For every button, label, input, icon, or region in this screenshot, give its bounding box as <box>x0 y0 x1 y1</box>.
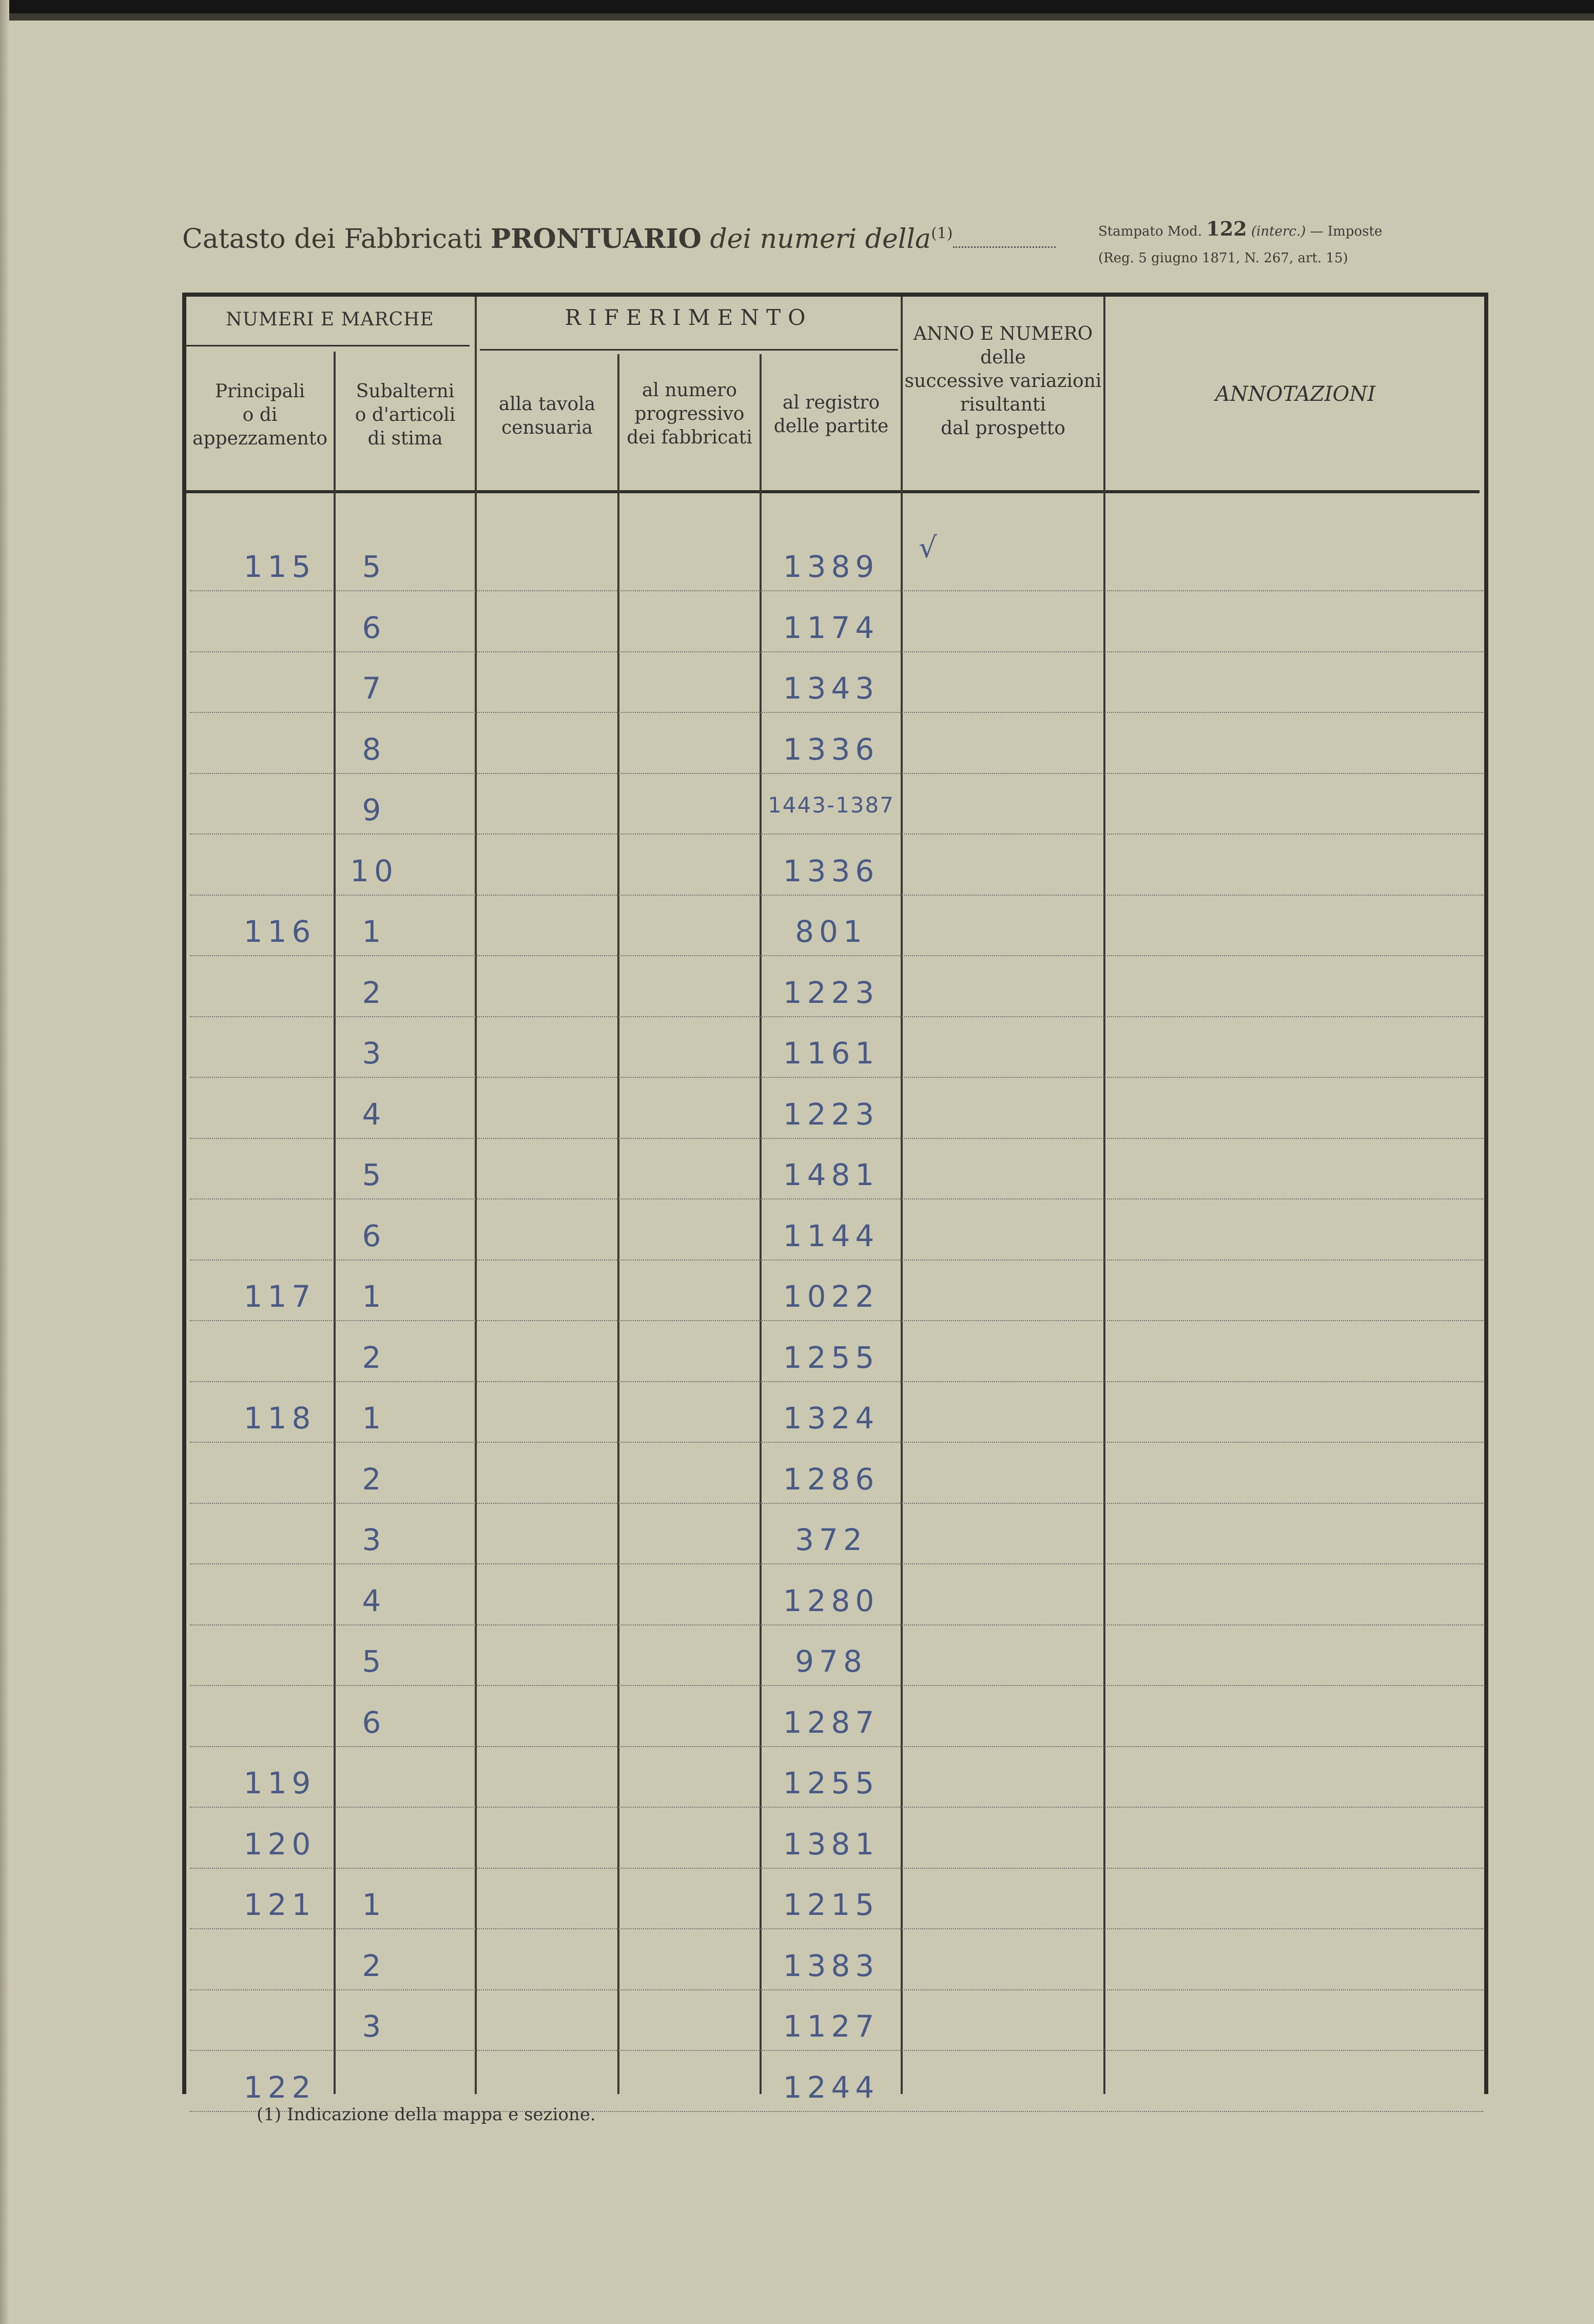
table-row <box>190 895 1483 896</box>
stamp-model: 122 <box>1206 217 1247 240</box>
cell-principale: 117 <box>243 1279 316 1314</box>
cell-subalterno: 10 <box>350 853 398 888</box>
cell-subalterno: 3 <box>362 1036 386 1071</box>
stamp-suffix: — Imposte <box>1310 224 1383 239</box>
cell-subalterno: 7 <box>362 671 386 706</box>
cell-registro: 1383 <box>783 1948 880 1983</box>
table-row <box>190 1807 1483 1808</box>
stamp-regulation: (Reg. 5 giugno 1871, N. 267, art. 15) <box>1098 250 1348 266</box>
header-anno-numero: ANNO E NUMERO delle successive variazioni risultanti dal prospetto <box>904 323 1102 439</box>
page-top-edge <box>0 0 1594 21</box>
cell-subalterno: 3 <box>362 1522 386 1557</box>
table-row <box>190 955 1483 956</box>
table-row <box>190 1928 1483 1929</box>
cell-registro: 1481 <box>783 1157 880 1192</box>
table-row <box>190 1442 1483 1443</box>
header-annotazioni: ANNOTAZIONI <box>1215 382 1376 406</box>
table-row <box>190 1685 1483 1686</box>
numeri-group-underline <box>186 345 470 346</box>
cell-subalterno: 8 <box>362 731 386 767</box>
stamp-note: (interc.) <box>1251 224 1306 239</box>
table-row <box>190 1198 1483 1199</box>
footnote: (1) Indicazione della mappa e sezione. <box>257 2104 596 2125</box>
table-row <box>190 590 1483 591</box>
cell-subalterno: 1 <box>362 1279 386 1314</box>
cell-registro: 1144 <box>783 1218 880 1253</box>
cell-subalterno: 2 <box>362 1948 386 1983</box>
cell-registro: 1336 <box>783 731 880 767</box>
header-numeri-marche: NUMERI E MARCHE <box>226 309 434 330</box>
cell-subalterno: 6 <box>362 1218 386 1253</box>
cell-registro: 1324 <box>783 1401 880 1436</box>
header-tavola: alla tavola censuaria <box>498 394 596 438</box>
cell-registro: 1223 <box>783 975 880 1010</box>
cell-registro: 1127 <box>783 2009 880 2044</box>
cell-subalterno: 2 <box>362 975 386 1010</box>
cell-subalterno: 6 <box>362 610 386 645</box>
col-line-3 <box>617 354 619 2094</box>
cell-registro: 978 <box>795 1644 867 1679</box>
col-line-2 <box>475 297 477 2094</box>
cell-subalterno: 4 <box>362 1583 386 1618</box>
table-row <box>190 1077 1483 1078</box>
header-riferimento: RIFERIMENTO <box>565 305 813 330</box>
cell-registro: 372 <box>795 1522 867 1557</box>
form-title <box>182 223 1056 255</box>
stamp-prefix: Stampato Mod. <box>1098 224 1202 239</box>
table-row <box>190 1624 1483 1625</box>
cell-subalterno: 1 <box>362 1887 386 1922</box>
table-row <box>190 651 1483 652</box>
table-row <box>190 1016 1483 1017</box>
table-row <box>190 1989 1483 1990</box>
cell-registro: 1443-1387 <box>768 792 895 818</box>
cell-registro: 1022 <box>783 1279 880 1314</box>
cell-principale: 116 <box>243 914 316 949</box>
title-main: PRONTUARIO <box>491 223 702 255</box>
table-row <box>190 1260 1483 1261</box>
cell-subalterno: 1 <box>362 914 386 949</box>
table-row <box>190 1868 1483 1869</box>
cell-registro: 1287 <box>783 1705 880 1740</box>
check-mark: √ <box>919 531 937 565</box>
cell-registro: 1215 <box>783 1887 880 1922</box>
cell-principale: 120 <box>243 1826 316 1862</box>
table-row <box>190 773 1483 774</box>
table-row <box>190 1138 1483 1139</box>
cell-registro: 1381 <box>783 1826 880 1862</box>
header-principali: Principali o di appezzamento <box>192 381 328 449</box>
cell-registro: 1255 <box>783 1340 880 1375</box>
cell-subalterno: 2 <box>362 1461 386 1497</box>
cell-principale: 122 <box>243 2069 316 2105</box>
header-subalterni: Subalterni o d'articoli di stima <box>355 381 456 449</box>
cell-registro: 1244 <box>783 2069 880 2105</box>
cell-principale: 119 <box>243 1766 316 1800</box>
cell-subalterno: 4 <box>362 1096 386 1132</box>
cell-registro: 1336 <box>783 853 880 888</box>
cell-subalterno: 1 <box>362 1401 386 1436</box>
cell-subalterno: 5 <box>362 1157 386 1192</box>
cell-subalterno: 9 <box>362 792 386 827</box>
cell-subalterno: 2 <box>362 1340 386 1375</box>
table-row <box>190 1746 1483 1747</box>
table-row <box>190 834 1483 835</box>
header-registro: al registro delle partite <box>773 392 889 437</box>
cell-principale: 115 <box>243 549 316 584</box>
cell-principale: 118 <box>243 1401 316 1436</box>
riferimento-group-underline <box>480 349 898 351</box>
cell-registro: 1255 <box>783 1766 880 1800</box>
cell-registro: 1223 <box>783 1096 880 1132</box>
cell-subalterno: 5 <box>362 1644 386 1679</box>
cell-registro: 801 <box>795 914 867 949</box>
cell-registro: 1174 <box>783 610 880 645</box>
col-line-5 <box>901 297 903 2094</box>
cell-subalterno: 6 <box>362 1705 386 1740</box>
table-row <box>190 712 1483 713</box>
fill-in-line <box>953 246 1056 248</box>
cell-subalterno: 5 <box>362 549 386 584</box>
table-row <box>190 1503 1483 1504</box>
table-row <box>190 2050 1483 2051</box>
title-subtitle: dei numeri della <box>710 224 931 255</box>
printing-stamp <box>1098 216 1382 272</box>
table-row <box>190 1563 1483 1564</box>
page-left-edge <box>0 0 9 2324</box>
cell-subalterno: 3 <box>362 2009 386 2044</box>
title-prefix: Catasto dei Fabbricati <box>182 224 482 255</box>
cell-registro: 1389 <box>783 549 880 584</box>
header-bottom-rule <box>186 490 1480 493</box>
table-row <box>190 1381 1483 1382</box>
cell-registro: 1343 <box>783 671 880 706</box>
col-line-6 <box>1103 297 1105 2094</box>
cell-registro: 1280 <box>783 1583 880 1618</box>
cell-principale: 121 <box>243 1887 316 1922</box>
cell-registro: 1286 <box>783 1461 880 1497</box>
header-progressivo: al numero progressivo dei fabbricati <box>627 380 752 448</box>
table-row <box>190 1320 1483 1321</box>
cell-registro: 1161 <box>783 1036 880 1071</box>
footnote-ref: (1) <box>931 224 953 243</box>
